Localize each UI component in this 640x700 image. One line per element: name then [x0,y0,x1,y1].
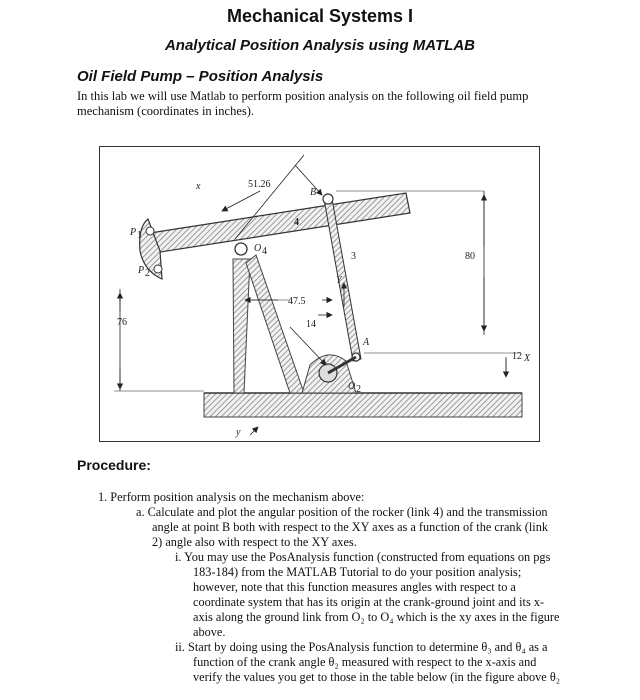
label-12: 12 [512,351,522,362]
ground-base [204,393,522,417]
procedure-heading: Procedure: [77,457,151,473]
label-o4: O [254,243,262,254]
procedure-text-line: function of the crank angle θ₂ measured with respect to the x-axis and [193,655,537,669]
page-title: Mechanical Systems I [226,6,414,26]
point-p2-marker [154,265,162,273]
intro-line-2: mechanism (coordinates in inches). [77,104,255,118]
procedure-text-line: 183-184) from the MATLAB Tutorial to do your position analysis; [193,565,522,579]
label-axis-x-upper: x [196,181,201,192]
label-o2-sub: 2 [356,384,361,395]
procedure-step-1a-i: i. You may use the PosAnalysis function (constructed from equations on pgs [175,550,551,564]
frame-right-leg [246,255,304,393]
intro-paragraph [77,89,597,119]
pin-b [323,194,333,204]
procedure-text-line: above. [193,625,226,639]
label-axis-y-cap: Y [336,275,342,286]
section-heading: Oil Field Pump – Position Analysis [77,68,324,85]
point-p1-marker [146,227,154,235]
procedure-text-line: coordinate system that has its origin at the crank-ground joint and its x- [193,595,545,609]
label-p2: P [138,265,145,276]
intro-line-1: In this lab we will use Matlab to perform position analysis on the following oil field pump [77,89,529,103]
label-axis-y-lower: y [236,427,241,438]
procedure-step-1a-ii: ii. Start by doing using the PosAnalysis function to determine θ₃ and θ₄ as a [175,640,548,654]
label-47-5: 47.5 [288,296,306,307]
label-76: 76 [117,317,127,328]
procedure-text-line: 2) angle also with respect to the XY axes. [152,535,357,549]
mechanism-figure [99,146,540,442]
label-point-a: A [363,337,370,348]
axis-y-lower-arrow [250,427,258,435]
label-p1: P [130,227,137,238]
label-link-4: 4 [294,217,299,228]
label-link-3: 3 [351,251,356,262]
page-subtitle: Analytical Position Analysis using MATLAB [164,37,476,54]
label-o4-sub: 4 [262,246,267,257]
label-axis-x-cap: X [524,353,531,364]
label-14: 14 [306,319,316,330]
procedure-text-line: however, note that this function measures angles with respect to a [193,580,516,594]
procedure-text-line: axis along the ground link from O₂ to O₄ which is the xy axes in the figure [193,610,560,624]
procedure-step-1a: a. Calculate and plot the angular position of the rocker (link 4) and the transmission [136,505,548,519]
walking-beam-link-4 [150,193,410,253]
frame-left-leg [233,259,250,393]
procedure-text-line: angle at point B both with respect to the XY axes as a function of the crank (link [152,520,549,534]
procedure-step-1: 1. Perform position analysis on the mechanism above: [98,490,365,504]
label-point-b: B [310,187,317,198]
label-51-26: 51.26 [248,179,271,190]
label-p1-sub: 1 [137,230,142,241]
label-p2-sub: 2 [145,268,150,279]
label-80: 80 [465,251,475,262]
oil-pump-diagram [100,147,539,441]
label-o2: O [348,381,356,392]
rocker-pivot-o4 [235,243,247,255]
procedure-text-line: verify the values you get to those in the table below (in the figure above θ₂ [193,670,561,684]
